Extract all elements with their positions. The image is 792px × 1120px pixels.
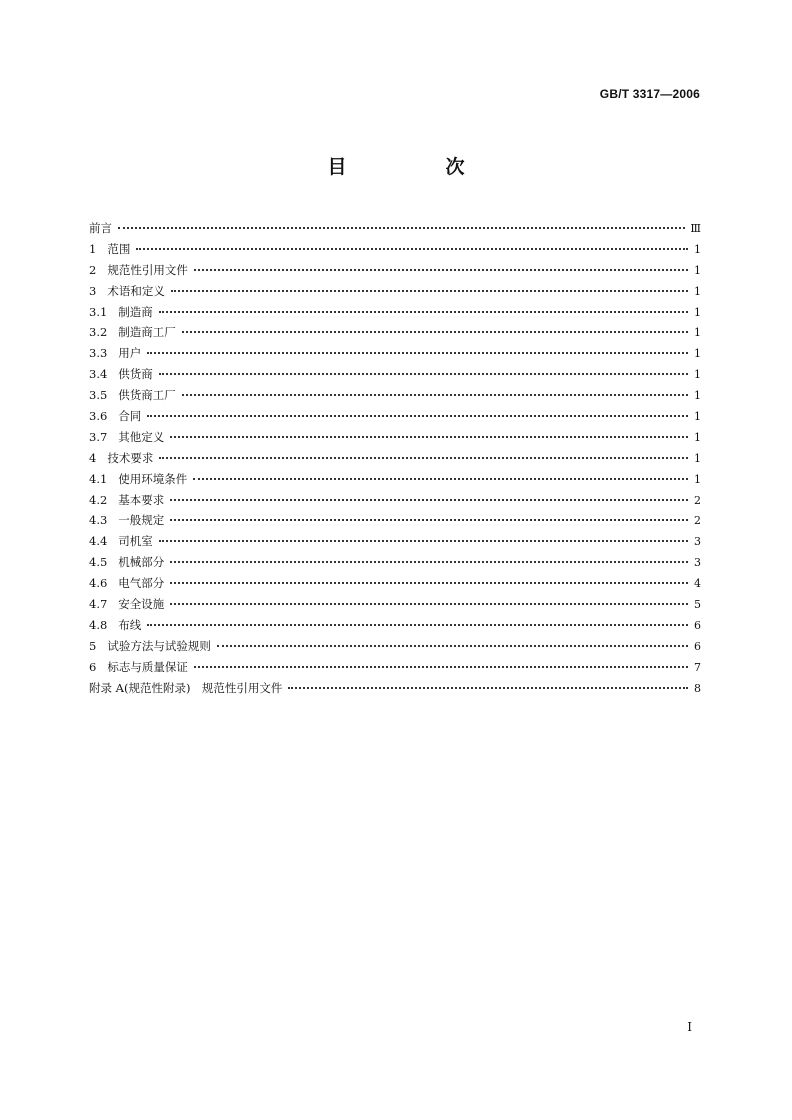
toc-entry-page: 5 (694, 598, 701, 612)
toc-entry-number: 2 (89, 262, 97, 277)
toc-entry-page: 1 (694, 472, 701, 486)
toc-entry-page: 1 (694, 242, 701, 256)
toc-leader-dots (159, 362, 688, 375)
toc-entry-page: 3 (694, 535, 701, 549)
toc-leader-dots (159, 446, 688, 459)
toc-leader-dots (194, 258, 688, 271)
toc-entry-title: 电气部分 (118, 576, 165, 591)
toc-entry-page: 1 (694, 430, 701, 444)
toc-entry-label (89, 492, 170, 508)
toc-entry-title: 标志与质量保证 (107, 659, 188, 674)
toc-entry-label (89, 659, 194, 675)
toc-leader-dots (288, 676, 688, 689)
toc-entry-label (89, 262, 194, 278)
toc-leader-dots (170, 571, 688, 584)
toc-leader-dots (159, 300, 688, 313)
toc-entry-title: 安全设施 (118, 597, 165, 612)
toc-entry-page: 1 (694, 347, 701, 361)
toc-entry-page: 2 (694, 493, 701, 507)
toc-entry-number: 4.4 (89, 534, 108, 549)
toc-entry-label (89, 617, 147, 633)
toc-entry-page: Ⅲ (690, 222, 701, 235)
toc-entry-label (89, 345, 147, 361)
toc-entry-title: 基本要求 (118, 492, 165, 507)
toc-entry-label (89, 366, 159, 382)
toc-entry-label (89, 220, 118, 236)
toc-entry-label (89, 283, 171, 299)
toc-entry-page: 1 (694, 368, 701, 382)
toc-entry-title: 使用环境条件 (118, 471, 188, 486)
toc-entry[interactable] (89, 679, 701, 700)
toc-entry-number: 3.6 (89, 409, 108, 424)
toc-entry-label (89, 554, 170, 570)
toc-entry-number: 4.1 (89, 471, 108, 486)
toc-entry-label (89, 533, 159, 549)
toc-entry-page: 1 (694, 263, 701, 277)
toc-leader-dots (217, 634, 688, 647)
toc-leader-dots (170, 550, 688, 563)
toc-leader-dots (171, 279, 688, 292)
toc-entry-title: 一般规定 (118, 513, 165, 528)
toc-entry-title: 用户 (118, 346, 142, 361)
toc-leader-dots (159, 529, 688, 542)
toc-entry-number: 3.1 (89, 304, 108, 319)
toc-entry-title: 布线 (118, 617, 142, 632)
toc-entry-label (89, 638, 217, 654)
toc-entry-page: 6 (694, 639, 701, 653)
toc-entry-label (89, 241, 136, 257)
page-number: I (687, 1020, 692, 1034)
toc-leader-dots (170, 488, 688, 501)
toc-entry-label (89, 512, 170, 528)
toc-entry-title: 制造商工厂 (118, 325, 176, 340)
toc-entry-number: 5 (89, 638, 97, 653)
toc-entry-page: 8 (694, 681, 701, 695)
toc-leader-dots (182, 320, 688, 333)
toc-entry-number: 1 (89, 241, 97, 256)
toc-entry-title: 附录 A(规范性附录) 规范性引用文件 (89, 680, 283, 695)
toc-leader-dots (147, 404, 688, 417)
toc-entry-title: 其他定义 (118, 429, 165, 444)
toc-entry-title: 机械部分 (118, 555, 165, 570)
toc-entry-number: 3.4 (89, 367, 108, 382)
table-of-contents (89, 219, 701, 699)
toc-entry-page: 1 (694, 389, 701, 403)
toc-entry-title: 术语和定义 (107, 283, 165, 298)
toc-entry-page: 1 (694, 451, 701, 465)
toc-entry-label (89, 304, 159, 320)
toc-leader-dots (194, 655, 688, 668)
toc-entry-page: 7 (694, 660, 701, 674)
toc-entry-number: 4.3 (89, 513, 108, 528)
standard-number: GB/T 3317—2006 (599, 87, 700, 101)
toc-leader-dots (118, 216, 685, 229)
toc-leader-dots (193, 467, 688, 480)
toc-entry-number: 4.2 (89, 492, 108, 507)
toc-leader-dots (182, 383, 688, 396)
toc-entry-page: 3 (694, 556, 701, 570)
toc-entry-label (89, 408, 147, 424)
toc-entry-label (89, 596, 170, 612)
toc-entry-number: 6 (89, 659, 97, 674)
toc-entry-title: 合同 (118, 409, 142, 424)
toc-entry-title: 前言 (89, 221, 112, 235)
toc-entry-title: 技术要求 (107, 450, 154, 465)
toc-leader-dots (136, 237, 688, 250)
toc-entry-page: 2 (694, 514, 701, 528)
toc-entry-title: 规范性引用文件 (107, 262, 188, 277)
toc-entry-title: 制造商 (118, 304, 153, 319)
toc-entry-number: 4.6 (89, 576, 108, 591)
toc-entry-title: 试验方法与试验规则 (107, 638, 211, 653)
toc-leader-dots (170, 592, 688, 605)
toc-leader-dots (147, 341, 688, 354)
toc-entry-label (89, 575, 170, 591)
toc-entry-number: 3.7 (89, 429, 108, 444)
toc-entry-label (89, 429, 170, 445)
toc-entry-number: 3 (89, 283, 97, 298)
toc-entry-label (89, 450, 159, 466)
toc-entry-number: 4 (89, 450, 97, 465)
toc-entry-label (89, 680, 288, 696)
toc-entry-label (89, 387, 182, 403)
toc-entry-number: 3.3 (89, 346, 108, 361)
toc-entry-title: 范围 (107, 241, 131, 256)
toc-entry-page: 1 (694, 326, 701, 340)
toc-entry-number: 3.2 (89, 325, 108, 340)
toc-entry-number: 4.7 (89, 597, 108, 612)
toc-entry-number: 4.5 (89, 555, 108, 570)
toc-entry-label (89, 471, 193, 487)
toc-leader-dots (170, 425, 688, 438)
toc-leader-dots (147, 613, 688, 626)
toc-leader-dots (170, 508, 688, 521)
toc-title: 目 次 (327, 156, 505, 178)
toc-entry-title: 供货商 (118, 367, 153, 382)
toc-entry-label (89, 324, 182, 340)
toc-entry-title: 供货商工厂 (118, 388, 176, 403)
toc-entry-page: 4 (694, 577, 701, 591)
toc-entry-title: 司机室 (118, 534, 153, 549)
toc-entry-page: 1 (694, 305, 701, 319)
toc-entry-page: 1 (694, 410, 701, 424)
toc-entry-page: 6 (694, 618, 701, 632)
toc-entry-number: 3.5 (89, 388, 108, 403)
toc-entry-page: 1 (694, 284, 701, 298)
toc-entry-number: 4.8 (89, 617, 108, 632)
